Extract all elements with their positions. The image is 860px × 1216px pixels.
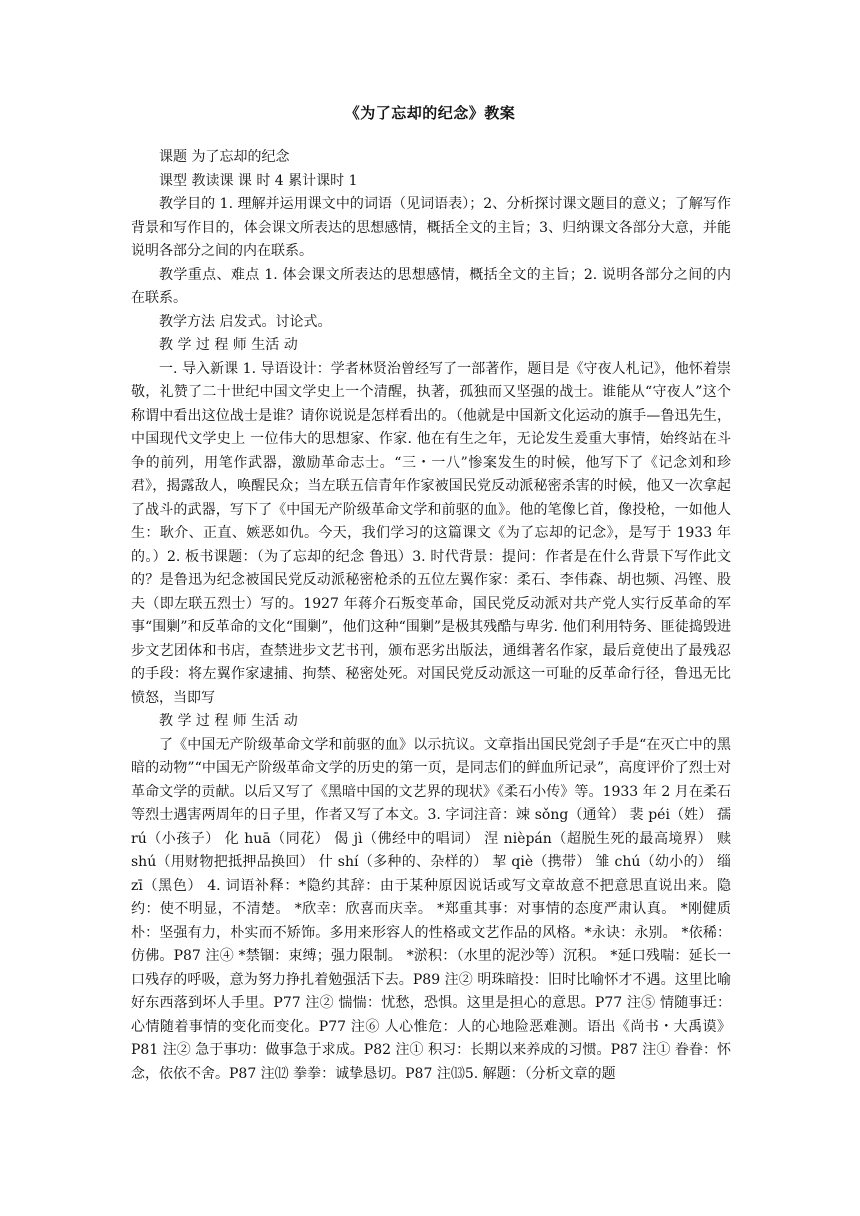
process-heading-2: 教 学 过 程 师 生活 动 <box>159 713 298 729</box>
vocabulary-paragraph: 了《中国无产阶级革命文学和前驱的血》以示抗议。文章指出国民党刽子手是“在灭亡中的黑暗的动物”“中国无产阶级革命文学的历史的第一页，是同志们的鲜血所记录”，高度评价了烈士对革命文学的贡献。以后又写了《黑暗中国的文艺界的现状》《柔石小传》等。1933 年 2 月在柔石等烈士遇害两周年的日子里，作者又写了本文。3. 字词注音：竦 sǒng（通耸） 裴 péi（姓） 孺 rú（小孩子） 化 huā（同花） 偈 jì（佛经中的唱词） 涅 nièpán（超脱生死的最高境界） 赎 shú（用财物把抵押品换回） 什 shí（多种的、杂样的） 挈 qiè（携带） 雏 chú（幼小的） 缁 zī（黑色） 4. 词语补释：*隐约其辞：由于某种原因说话或写文章故意不把意思直说出来。隐约：使不明显，不清楚。 *欣幸：欣喜而庆幸。 *郑重其事：对事情的态度严肃认真。 *刚健质朴：坚强有力，朴实而不矫饰。多用来形容人的性格或文艺作品的风格。*永诀：永别。 *依稀：仿佛。P87 注④ *禁锢：束缚；强力限制。 *淤积：（水里的泥沙等）沉积。 *延口残喘：延长一口残存的呼吸，意为努力挣扎着勉强活下去。P89 注② 明珠暗投：旧时比喻怀才不遇。这里比喻好东西落到坏人手里。P77 注② 惴惴：忧愁，恐惧。这里是担心的意思。P77 注⑤ 情随事迁：心情随着事情的变化而变化。P77 注⑥ 人心惟危：人的心地险恶难测。语出《尚书・大禹谟》P81 注② 急于事功：做事急于求成。P82 注① 积习：长期以来养成的习惯。P87 注① 眷眷：怀念，依依不舍。P87 注⑿ 拳拳：诚挚恳切。P87 注⒀5. 解题：（分析文章的题 <box>131 736 731 1082</box>
process-heading: 教 学 过 程 师 生活 动 <box>159 337 298 353</box>
introduction-paragraph: 一. 导入新课 1. 导语设计：学者林贤治曾经写了一部著作，题目是《守夜人札记》，他怀着崇敬，礼赞了二十世纪中国文学史上一个清醒，执著，孤独而又坚强的战士。谁能从“守夜人”这个称谓中看出这位战士是谁？请你说说是怎样看出的。（他就是中国新文化运动的旗手—鲁迅先生，中国现代文学史上 一位伟大的思想家、作家. 他在有生之年，无论发生爰重大事情，始终站在斗争的前列，用笔作武器，激励革命志士。“三・一八”惨案发生的时候，他写下了《记念刘和珍君》，揭露敌人，唤醒民众；当左联五信青年作家被国民党反动派秘密杀害的时候，他又一次拿起了战斗的武器，写下了《中国无产阶级革命文学和前驱的血》。他的笔像匕首，像投枪，一如他人生：耿介、正直、嫉恶如仇。今天，我们学习的这篇课文《为了忘却的记念》，是写于 1933 年的。）2. 板书课题：（为了忘却的纪念 鲁迅）3. 时代背景：提问：作者是在什么背景下写作此文的？是鲁迅为纪念被国民党反动派秘密枪杀的五位左翼作家：柔石、李伟森、胡也频、冯铿、股夫（即左联五烈士）写的。1927 年蒋介石叛变革命，国民党反动派对共产党人实行反革命的军事“围剿”和反革命的文化“围剿”，他们这种“围剿”是极其残酷与卑劣. 他们利用特务、匪徒捣毁进步文艺团体和书店，查禁进步文艺书刊，颁布恶劣出版法，通缉著名作家，最后竟使出了最残忍的手段：将左翼作家逮捕、拘禁、秘密处死。对国民党反动派这一可耻的反革命行径，鲁迅无比愤怒，当即写 <box>131 360 731 706</box>
document-body <box>131 146 731 1086</box>
teaching-methods: 教学方法 启发式。讨论式。 <box>159 313 332 330</box>
lesson-type: 课型 教读课 课 时 4 累计课时 1 <box>159 172 358 189</box>
key-difficult-points: 教学重点、难点 1. 体会课文所表达的思想感情，概括全文的主旨；2. 说明各部分之间的内在联系。 <box>131 266 731 306</box>
teaching-objectives: 教学目的 1. 理解并运用课文中的词语（见词语表）；2、分析探讨课文题目的意义；了解写作背景和写作目的，体会课文所表达的思想感情，概括全文的主旨；3、归纳课文各部分大意，并能说明各部分之间的内在联系。 <box>131 196 731 259</box>
lesson-topic: 课题 为了忘却的纪念 <box>159 149 290 165</box>
document-title: 《为了忘却的纪念》教案 <box>344 104 516 122</box>
